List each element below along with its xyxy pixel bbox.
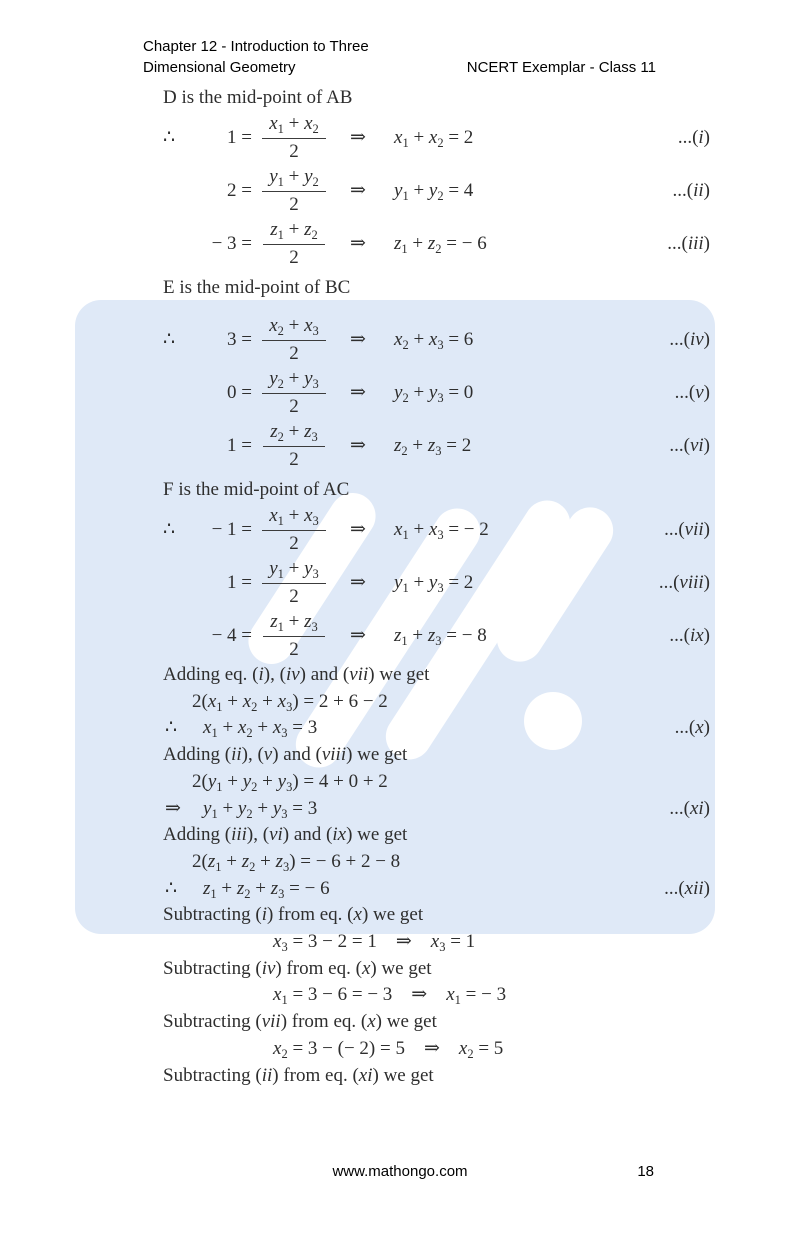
therefore-symbol: ∴ [163,519,176,540]
book-title: NCERT Exemplar - Class 11 [466,59,656,76]
equation-number: ...(iv) [669,328,710,350]
implies-arrow: ⇒ [350,519,366,540]
therefore-symbol: ∴ [163,127,176,148]
implies-arrow: ⇒ [350,572,366,593]
implies-arrow: ⇒ [350,382,366,403]
text-line [163,769,710,796]
equation-rhs: $y_1 + y_3 = 2$ [394,571,474,595]
line-text: Subtracting (i) from eq. (x) we get [163,904,424,926]
implies-arrow: ⇒ [350,329,366,350]
chapter-title-line1: Chapter 12 - Introduction to Three [143,38,369,55]
text-line [163,822,710,849]
fraction-denominator: 2 [289,638,299,660]
equation-rhs: $x_2 + x_3 = 6$ [394,328,474,352]
implies-arrow: ⇒ [350,233,366,254]
equation-number: ...(xii) [664,877,710,899]
therefore-symbol: ∴ [163,329,176,350]
fraction-numerator: $z_1 + z_2$ [263,218,325,245]
equation-lhs: 0 = [227,381,252,403]
equation-rhs: $y_1 + y_2 = 4$ [394,179,474,203]
fraction-numerator: $z_1 + z_3$ [263,610,325,637]
text-line [163,1009,710,1036]
text-line [163,902,710,929]
equation-lhs: 3 = [227,328,252,350]
line-text: $x_2 = 3$ − (− 2) = 5 ⇒ $x_2 = 5$ [273,1037,504,1061]
line-text: Adding (iii), (vi) and (ix) we get [163,824,408,846]
equation-number: ...(ix) [669,624,710,646]
fraction-denominator: 2 [289,246,299,268]
fraction-denominator: 2 [289,140,299,162]
equation-number: ...(vii) [664,518,710,540]
line-text: $y_1 + y_2 + y_3 = 3$ [203,797,318,821]
equation-number: ...(xi) [669,797,710,819]
equation-lhs: 2 = [227,179,252,201]
equation-lhs: 1 = [227,571,252,593]
equation-rhs: $z_2 + z_3 = 2$ [394,434,472,458]
fraction-denominator: 2 [289,532,299,554]
page-number: 18 [637,1163,654,1180]
text-line [163,689,710,716]
section-heading: E is the mid-point of BC [163,277,351,298]
fraction-denominator: 2 [289,448,299,470]
text-line [163,742,710,769]
equation-rhs: $x_1 + x_3$ = − 2 [394,518,489,542]
equation-rhs: $z_1 + z_2$ = − 6 [394,232,487,256]
chapter-title-line2: Dimensional Geometry [143,59,296,76]
equation-lhs: − 4 = [211,624,252,646]
line-text: Subtracting (ii) from eq. (xi) we get [163,1064,434,1086]
text-line [163,849,710,876]
line-text: $z_1 + z_2 + z_3$ = − 6 [203,877,330,901]
implies-arrow: ⇒ [350,127,366,148]
fraction-numerator: $z_2 + z_3$ [263,420,325,447]
implies-arrow: ⇒ [350,435,366,456]
lead-symbol: ⇒ [165,797,181,819]
line-text: $x_1 + x_2 + x_3 = 3$ [203,717,318,741]
equation-lhs: 1 = [227,434,252,456]
line-text: $2(z_1 + z_2 + z_3)$ = − 6 + 2 − 8 [192,850,401,874]
equation-row [163,164,710,217]
equation-number: ...(ii) [672,179,710,201]
line-text: $2(x_1 + x_2 + x_3) = 2 + 6 - 2$ [192,690,388,714]
equation-row [163,503,710,556]
equation-rhs: $x_1 + x_2 = 2$ [394,126,474,150]
equation-rhs: $y_2 + y_3 = 0$ [394,381,474,405]
text-line [163,956,710,983]
implies-arrow: ⇒ [350,180,366,201]
fraction-numerator: $x_1 + x_2$ [262,112,326,139]
website-url: www.mathongo.com [332,1163,468,1180]
equation-row [163,111,710,164]
fraction [252,610,336,662]
lead-symbol: ∴ [165,717,178,739]
fraction-numerator: $y_1 + y_3$ [262,557,326,584]
lead-symbol: ∴ [165,877,178,899]
line-text: Subtracting (iv) from eq. (x) we get [163,957,432,979]
text-line [163,662,710,689]
line-text: Subtracting (vii) from eq. (x) we get [163,1011,437,1033]
fraction [252,112,336,164]
fraction [252,165,336,217]
equation-row [163,556,710,609]
fraction [252,218,336,270]
line-text: $2(y_1 + y_2 + y_3) = 4 + 0 + 2$ [192,770,388,794]
text-line [163,982,710,1009]
equation-row [163,313,710,366]
footer [0,1163,800,1180]
fraction-numerator: $x_1 + x_3$ [262,504,326,531]
equation-number: ...(viii) [658,571,710,593]
equation-row [163,419,710,472]
section-heading: D is the mid-point of AB [163,87,353,108]
equation-number: ...(vi) [669,434,710,456]
equation-number: ...(iii) [667,232,710,254]
fraction-denominator: 2 [289,395,299,417]
text-line [163,876,710,903]
line-text: $x_3 = 3 - 2 = 1$ ⇒ $x_3 = 1$ [273,931,476,955]
implies-arrow: ⇒ [350,625,366,646]
line-text: Adding eq. (i), (iv) and (vii) we get [163,664,430,685]
equation-lhs: − 1 = [211,518,252,540]
equation-row [163,217,710,270]
fraction [252,557,336,609]
fraction [252,314,336,366]
equation-row [163,366,710,419]
text-line [163,796,710,823]
equation-number: ...(x) [674,717,710,739]
line-text: Adding (ii), (v) and (viii) we get [163,744,408,766]
fraction-numerator: $x_2 + x_3$ [262,314,326,341]
text-line [163,715,710,742]
equation-row [163,609,710,662]
text-line [163,1063,710,1090]
fraction-numerator: $y_2 + y_3$ [262,367,326,394]
fraction-denominator: 2 [289,342,299,364]
fraction [252,420,336,472]
text-line [163,929,710,956]
equation-number: ...(v) [674,381,710,403]
equation-rhs: $z_1 + z_3$ = − 8 [394,624,487,648]
line-text: $x_1 = 3 - 6$ = − 3 ⇒ $x_1$ = − 3 [273,984,507,1008]
fraction-denominator: 2 [289,193,299,215]
equation-number: ...(i) [677,126,710,148]
equation-lhs: − 3 = [211,232,252,254]
fraction-denominator: 2 [289,585,299,607]
text-line [163,1036,710,1063]
fraction [252,367,336,419]
equation-lhs: 1 = [227,126,252,148]
section-heading: F is the mid-point of AC [163,479,350,500]
fraction [252,504,336,556]
fraction-numerator: $y_1 + y_2$ [262,165,326,192]
